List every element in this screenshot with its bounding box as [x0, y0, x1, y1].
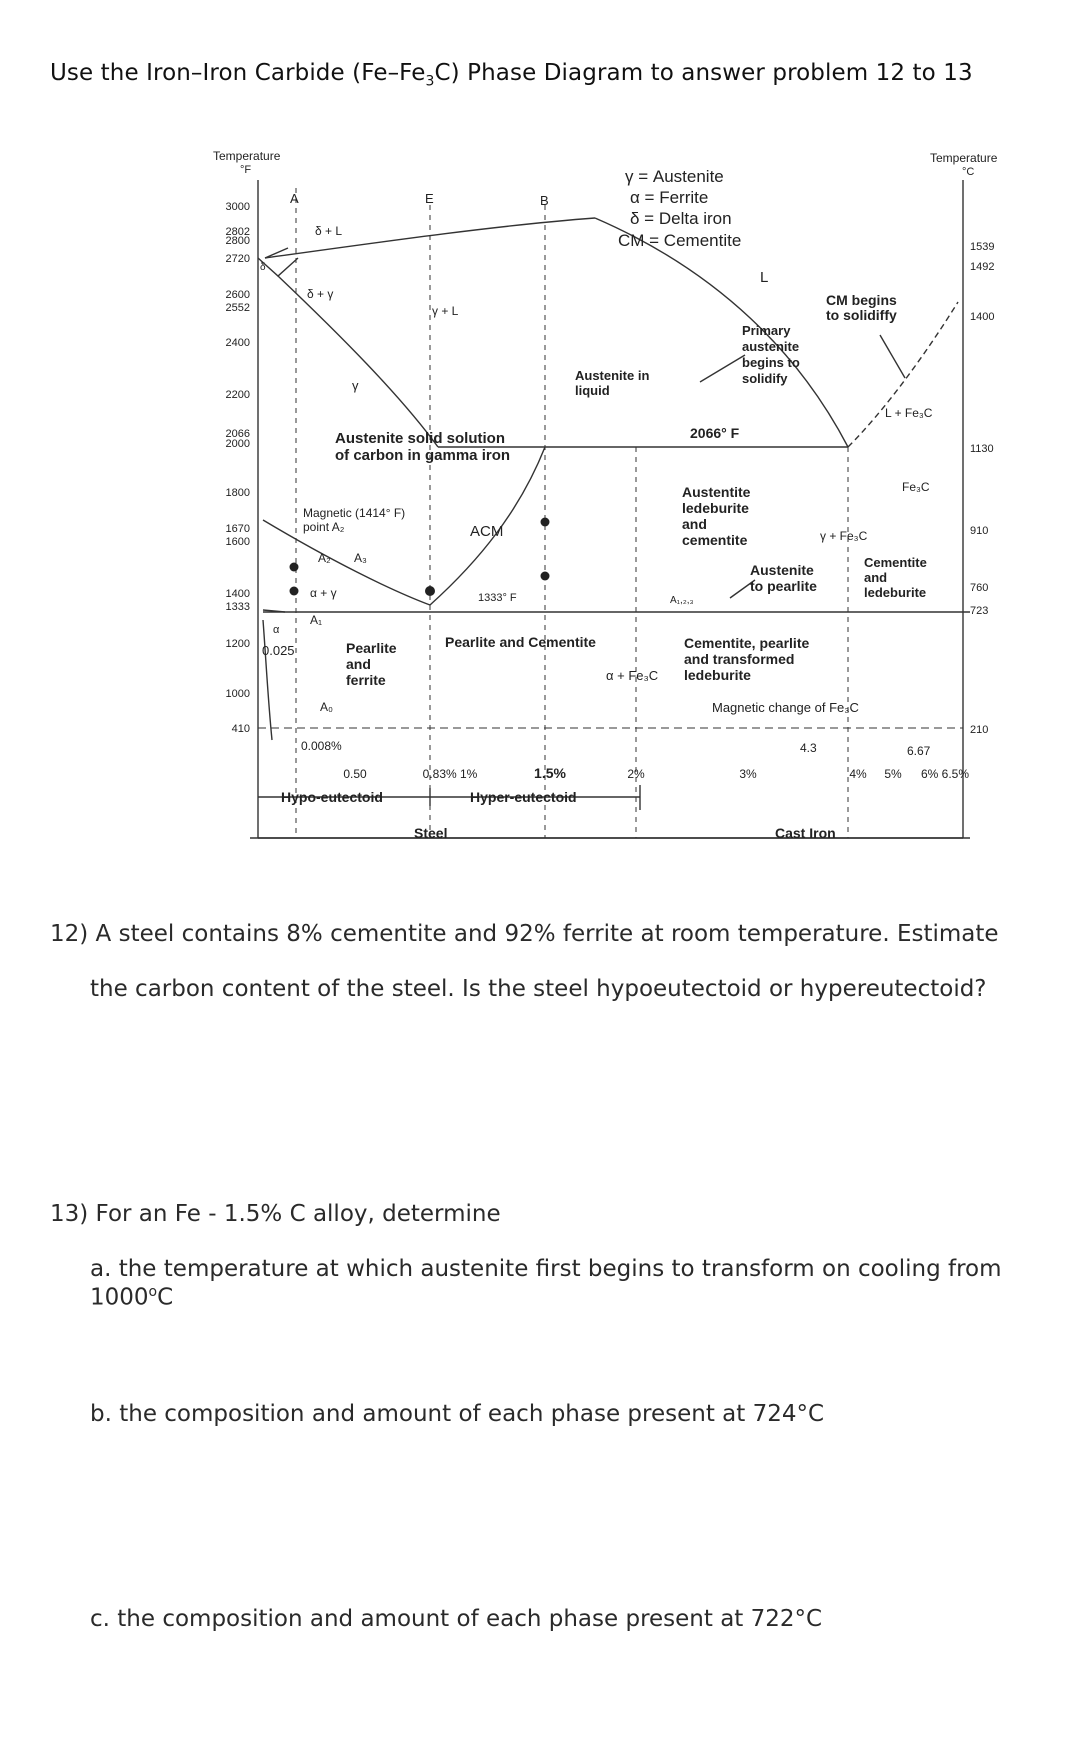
region-label: 0.025: [262, 643, 295, 658]
question-12-line-2: the carbon content of the steel. Is the steel hypoeutectoid or hypereutectoid?: [90, 976, 987, 1002]
region-label: Primary: [742, 323, 791, 338]
region-label: A₁: [310, 613, 323, 627]
region-label: Pearlite: [346, 640, 397, 656]
region-label: 1333° F: [478, 592, 517, 604]
left-tick: 1800: [225, 487, 250, 499]
left-axis-unit: °F: [240, 164, 252, 176]
region-label: Magnetic (1414° F): [303, 506, 406, 520]
left-tick: 410: [231, 723, 250, 735]
region-label: Austentite: [682, 484, 751, 500]
region-label: liquid: [575, 383, 610, 398]
region-label: cementite: [682, 532, 748, 548]
worksheet-heading: Use the Iron–Iron Carbide $(Fe-Fe_3C)$ Phase Diagram to answer problem 12 to 13: [50, 60, 973, 90]
point-label: B: [540, 193, 549, 208]
region-label: solidify: [742, 371, 788, 386]
region-label: L + Fe₃C: [885, 406, 933, 420]
region-label: Austenite in: [575, 368, 650, 383]
region-label: ledeburite: [682, 500, 749, 516]
region-label: γ + L: [432, 304, 459, 318]
composition-tick: 5%: [884, 767, 902, 781]
question-13c: c. the composition and amount of each phase present at 722°C: [90, 1606, 823, 1632]
composition-tick: 0.83% 1%: [422, 767, 478, 781]
composition-tick: 6% 6.5%: [920, 767, 970, 781]
left-tick: 2802: [225, 226, 250, 238]
legend-item: CM = Cementite: [618, 231, 742, 250]
region-label: austenite: [742, 339, 800, 354]
right-tick: 1130: [970, 443, 994, 455]
legend-item: δ = Delta iron: [630, 209, 732, 228]
left-tick: 1333: [225, 601, 250, 613]
left-tick: 1400: [225, 588, 250, 600]
cast-iron-label: Cast Iron: [775, 825, 836, 841]
hypo-eutectoid-label: Hypo-eutectoid: [281, 789, 383, 805]
left-tick: 2552: [225, 302, 250, 314]
point-label: α: [273, 624, 280, 636]
right-axis-title: Temperature: [930, 151, 998, 165]
region-label: Austenite: [750, 562, 814, 578]
region-label: Pearlite and Cementite: [445, 634, 596, 650]
right-tick: 760: [970, 582, 989, 594]
left-axis-title: Temperature: [213, 149, 281, 163]
region-label: γ: [352, 378, 359, 393]
region-label: A₃: [354, 551, 367, 565]
region-label: Fe₃C: [902, 480, 930, 494]
region-label: and: [346, 656, 371, 672]
left-tick: 2400: [225, 337, 250, 349]
composition-tick: 4%: [849, 767, 867, 781]
region-label: Cementite, pearlite: [684, 635, 810, 651]
legend-item: γ = Austenite: [625, 167, 724, 186]
region-label: and transformed: [684, 651, 795, 667]
region-label: and: [864, 570, 888, 585]
region-label: begins to: [742, 355, 800, 370]
composition-tick: 3%: [739, 767, 757, 781]
left-tick: 2200: [225, 389, 250, 401]
composition-tick: 2%: [627, 767, 645, 781]
region-label: Austenite solid solution: [335, 430, 506, 447]
left-tick: 2000: [225, 438, 250, 450]
region-label: α + Fe₃C: [606, 668, 659, 683]
region-label: Cementite: [864, 555, 927, 570]
point-label: δ: [260, 262, 266, 273]
question-13b: b. the composition and amount of each phase present at 724°C: [90, 1401, 825, 1427]
left-tick: 2800: [225, 235, 250, 247]
region-label: A₀: [320, 700, 333, 714]
question-13-intro: 13) For an Fe - 1.5% C alloy, determine: [50, 1201, 501, 1227]
composition-tick: 1.5%: [534, 765, 566, 781]
legend-item: α = Ferrite: [630, 188, 709, 207]
region-label: A₂: [318, 551, 331, 565]
region-label: ferrite: [346, 672, 386, 688]
composition-tick: 0.50: [343, 767, 367, 781]
region-label: γ + Fe₃C: [820, 529, 868, 543]
region-label: to pearlite: [750, 578, 817, 594]
right-tick: 1539: [970, 241, 995, 253]
region-label: CM begins: [826, 292, 897, 308]
left-tick: 1670: [225, 523, 250, 535]
region-label: δ + γ: [307, 287, 334, 301]
region-label: 4.3: [800, 741, 817, 755]
left-tick: 1000: [225, 688, 250, 700]
region-label: ACM: [470, 523, 504, 540]
region-label: Magnetic change of Fe₃C: [712, 700, 859, 715]
point-label: L: [760, 269, 769, 286]
region-label: 2066° F: [690, 425, 740, 441]
region-label: δ + L: [315, 224, 343, 238]
region-label: 0.008%: [301, 739, 342, 753]
right-tick: 723: [970, 605, 989, 617]
right-tick: 910: [970, 525, 989, 537]
question-13a: a. the temperature at which austenite first begins to transform on cooling from 1000$^o$C: [90, 1256, 1002, 1311]
right-tick: 1400: [970, 311, 995, 323]
hyper-eutectoid-label: Hyper-eutectoid: [470, 789, 577, 805]
region-label: 6.67: [907, 744, 931, 758]
region-label: and: [682, 516, 707, 532]
right-axis-unit: °C: [962, 166, 975, 178]
left-tick: 2720: [225, 253, 250, 265]
region-label: of carbon in gamma iron: [335, 447, 511, 464]
region-label: α + γ: [310, 586, 337, 600]
left-tick: 3000: [225, 201, 250, 213]
left-tick: 1200: [225, 638, 250, 650]
point-label: E: [425, 191, 434, 206]
region-label: ledeburite: [864, 585, 927, 600]
left-tick: 2600: [225, 289, 250, 301]
right-tick: 1492: [970, 261, 995, 273]
left-tick: 1600: [225, 536, 250, 548]
steel-label: Steel: [414, 825, 448, 841]
region-label: point A₂: [303, 520, 345, 534]
left-tick: 2066: [225, 428, 250, 440]
region-label: ledeburite: [684, 667, 751, 683]
point-label: A: [290, 191, 299, 206]
question-12-line-1: 12) A steel contains 8% cementite and 92% ferrite at room temperature. Estimate: [50, 921, 999, 947]
region-label: to solidiffy: [826, 307, 897, 323]
right-tick: 210: [970, 724, 989, 736]
region-label: A₁,₂,₃: [670, 595, 694, 606]
